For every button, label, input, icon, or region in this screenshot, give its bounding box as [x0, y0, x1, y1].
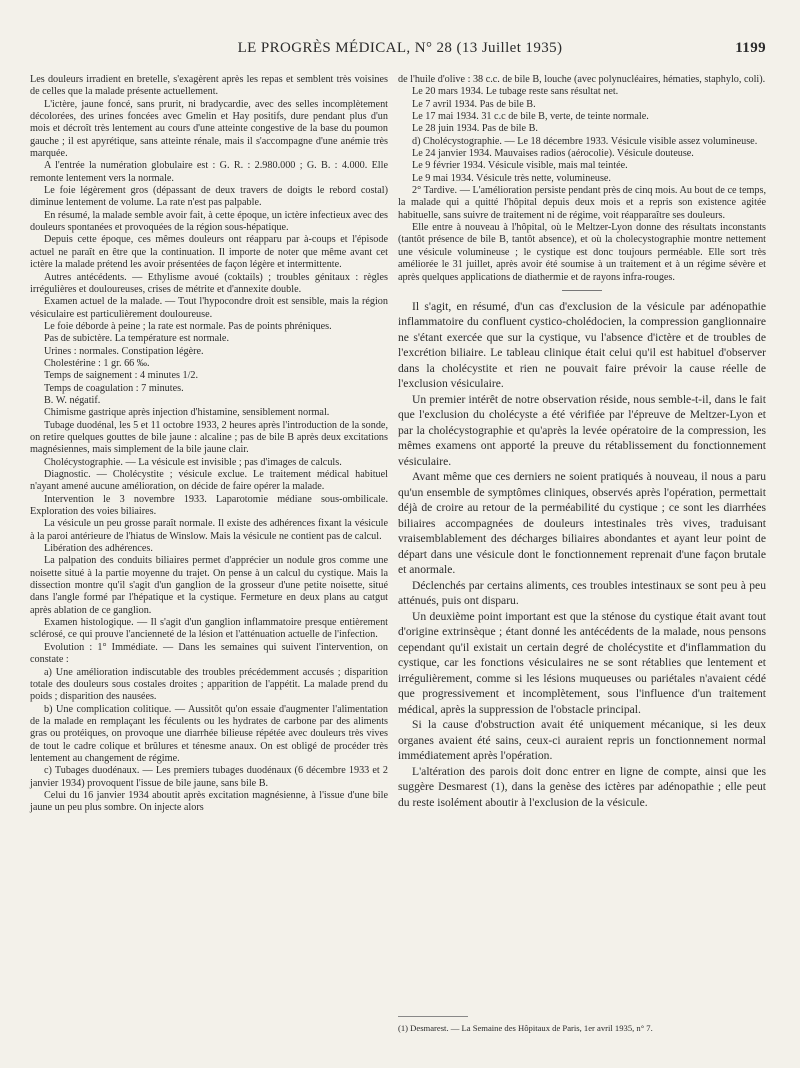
paragraph: de l'huile d'olive : 38 c.c. de bile B, louche (avec polynucléaires, hématies, staphylo, coli). — [398, 74, 766, 85]
paragraph: Chimisme gastrique après injection d'histamine, sensiblement normal. — [44, 407, 330, 419]
paragraph: Le 9 février 1934. Vésicule visible, mais mal teintée. — [412, 160, 628, 172]
paragraph: Si la cause d'obstruction avait été uniquement mécanique, si les deux organes avaient été sains, ceux-ci auraient repris un fonctionnement normal immédiatement après l'opération. — [398, 718, 766, 763]
paragraph: B. W. négatif. — [44, 394, 101, 406]
page-header — [34, 40, 766, 62]
paragraph: L'ictère, jaune foncé, sans prurit, ni bradycardie, avec des selles incomplètement décolorées, des urines foncées avec Gmelin et Hay positifs, dure pendant plus d'un mois et décroît très lentement au cours d'une atteinte congestive de la base du poumon gauche ; il est apyrétique, sans atteinte rénale, mais il s'accompagne d'une anémie très marquée. — [30, 98, 388, 160]
paragraph: Le 28 juin 1934. Pas de bile B. — [412, 123, 538, 135]
paragraph: d) Cholécystographie. — Le 18 décembre 1933. Vésicule visible assez volumineuse. — [412, 135, 758, 147]
footnote: (1) Desmarest. — La Semaine des Hôpitaux de Paris, 1er avril 1935, n° 7. — [398, 1023, 653, 1033]
paragraph: Le 17 mai 1934. 31 c.c de bile B, verte, de teinte normale. — [412, 111, 649, 123]
paragraph: Cholestérine : 1 gr. 66 ‰. — [44, 357, 150, 369]
paragraph: Pas de subictère. La température est normale. — [44, 333, 229, 345]
paragraph: Les douleurs irradient en bretelle, s'exagèrent après les repas et semblent très voisines de celles que la malade présente actuellement. — [30, 74, 388, 98]
paragraph: Examen histologique. — Il s'agit d'un ganglion inflammatoire presque entièrement sclérosé, ce qui prouve l'ancienneté de la lésion et l'atténuation actuelle de l'infection. — [30, 617, 388, 641]
paragraph: c) Tubages duodénaux. — Les premiers tubages duodénaux (6 décembre 1933 et 2 janvier 1934) provoquent l'issue de bile jaune, sans bile B. — [30, 765, 388, 789]
paragraph: Elle entre à nouveau à l'hôpital, où le Meltzer-Lyon donne des résultats inconstants (tantôt présence de bile B, tantôt absence), et où la cholecystographie montre nettement une vésicule volumineuse ; le cystique est donc toujours perméable. Elle sort très améliorée le 31 juillet, après avoir été soumise à un traitement et à un régime sévère et après quelques applications de diathermie et de rayons infra-rouges. — [398, 222, 766, 283]
paragraph: Temps de saignement : 4 minutes 1/2. — [44, 370, 199, 382]
footnote-divider — [398, 1016, 468, 1017]
paragraph: Le foie déborde à peine ; la rate est normale. Pas de points phréniques. — [44, 320, 332, 332]
paragraph: Avant même que ces derniers ne soient pratiqués à nouveau, il nous a paru qu'un ensemble de symptômes cliniques, observés après l'opération, permettait déjà de croire au retour de la perméabilité du cystique ; ce sont les diarrhées biliaires accompagnées de douleurs intestinales très vives, traduisant vraisemblablement des décharges biliaires abondantes et ayant leur point de départ dans une vésicule dont le fonctionnement reprenait d'une façon brutale et anormale. — [398, 470, 766, 577]
paragraph: Celui du 16 janvier 1934 aboutit après excitation magnésienne, à l'issue d'une bile jaune un peu plus sombre. On injecte alors — [30, 789, 388, 814]
paragraph: Un deuxième point important est que la sténose du cystique était avant tout d'origine extrinsèque ; étant donné les antécédents de la malade, nous pensons cependant qu'il existait un certain degré de cholécystite et d'inflammation du cystique, car les fonctions vésiculaires ne se sont rétablies que lentement et irrégulièrement, comme si les lésions muqueuses ou pariétales n'avaient cédé que progressivement et incomplètement, sous l'influence d'un traitement médical, après la suppression de l'obstacle principal. — [398, 609, 766, 716]
paragraph: Temps de coagulation : 7 minutes. — [44, 382, 184, 394]
paragraph: En résumé, la malade semble avoir fait, à cette époque, un ictère infectieux avec des douleurs spontanées et provoquées de la région sous-hépatique. — [30, 209, 388, 234]
paragraph: Le 7 avril 1934. Pas de bile B. — [412, 98, 536, 110]
paragraph: Le 24 janvier 1934. Mauvaises radios (aérocolie). Vésicule douteuse. — [412, 148, 694, 160]
section-divider — [562, 290, 602, 291]
running-title: LE PROGRÈS MÉDICAL, N° 28 (13 Juillet 1935) — [237, 40, 563, 56]
paragraph: Libération des adhérences. — [44, 543, 153, 555]
paragraph: L'altération des parois doit donc entrer en ligne de compte, ainsi que les suggère Desmarest (1), dans la genèse des ictères par adénopathie ; elle peut du reste isolément aboutir à l'exclusion de la vésicule. — [398, 764, 766, 809]
paragraph: Intervention le 3 novembre 1933. Laparotomie médiane sous-ombilicale. Exploration des voies biliaires. — [30, 493, 388, 518]
paragraph: Depuis cette époque, ces mêmes douleurs ont réapparu par à-coups et l'épisode actuel ne paraît en être que la continuation. Il importe de noter que même avant cet ictère la malade prétend les avoir présentées de façon légère et intermittente. — [30, 234, 388, 271]
paragraph: Diagnostic. — Cholécystite ; vésicule exclue. Le traitement médical habituel n'ayant amené aucune amélioration, on décide de faire opérer la malade. — [30, 469, 388, 493]
paragraph: La palpation des conduits biliaires permet d'apprécier un nodule gros comme une noisette situé à la partie moyenne du trajet. On pense à un calcul du cystique. Mais la dissection montre qu'il s'agit d'un ganglion de la grosseur d'une petite noisette, situé dans l'angle formé par l'hépatique et la cystique. Fermeture en deux plans au catgut après ablation de ce ganglion. — [30, 555, 388, 616]
paragraph: Urines : normales. Constipation légère. — [44, 345, 204, 357]
paragraph: Le foie légèrement gros (dépassant de deux travers de doigts le rebord costal) diminue lentement de volume. La rate n'est pas palpable. — [30, 185, 388, 209]
paragraph: Un premier intérêt de notre observation réside, nous semble-t-il, dans le fait que l'exclusion du cholécyste a été vérifiée par l'épreuve de Meltzer-Lyon et par la cholécystographie et qu'après la levée opératoire de la compression, les mêmes examens ont apporté la preuve du rétablissement du fonctionnement vésiculaire. — [398, 392, 766, 468]
paragraph: a) Une amélioration indiscutable des troubles précédemment accusés ; disparition totale des douleurs sous costales droites ; apparition de l'appétit. La malade prend du poids ; disparition des nausées. — [30, 666, 388, 703]
paragraph: Tubage duodénal, les 5 et 11 octobre 1933, 2 heures après l'introduction de la sonde, on retire quelques gouttes de bile jaune : alcaline ; pas de bile B après deux excitations magnésiennes, mais simplement de la bile jaune clair. — [30, 419, 388, 456]
paragraph: b) Une complication colitique. — Aussitôt qu'on essaie d'augmenter l'alimentation de la malade en remplaçant les féculents ou les hydrates de carbone par des aliments gras ou protéiques, on provoque une diarrhée bilieuse répétée avec douleurs très vives de tout le cadre colique et brûlures et ténesme anaux. On est obligé de procéder très lentement au changement de régime. — [30, 703, 388, 764]
page-number: 1199 — [735, 40, 766, 56]
paragraph: Examen actuel de la malade. — Tout l'hypocondre droit est sensible, mais la région vésiculaire est particulièrement douloureuse. — [30, 296, 388, 320]
paragraph: Le 9 mai 1934. Vésicule très nette, volumineuse. — [412, 172, 611, 184]
paragraph: La vésicule un peu grosse paraît normale. Il existe des adhérences fixant la vésicule à la paroi antérieure de l'hiatus de Winslow. Mais la vésicule ne contient pas de calcul. — [30, 518, 388, 542]
paragraph: Il s'agit, en résumé, d'un cas d'exclusion de la vésicule par adénopathie inflammatoire du confluent cystico-cholédocien, la compression ganglionnaire ne s'étant exercée que sur la cystique, vu l'absence d'ictère et de troubles de l'excrétion biliaire. Le tableau clinique était celui qu'il est habituel d'observer dans la cholécystite et rien ne pouvait faire prévoir la cause réelle de l'exclusion vésiculaire. — [398, 299, 766, 391]
paragraph: 2° Tardive. — L'amélioration persiste pendant près de cinq mois. Au bout de ce temps, la malade qui a quitté l'hôpital depuis deux mois et a repris son existence agitée habituelle, sans suivre de traitement ni de régime, voit réapparaître ses douleurs. — [398, 185, 766, 221]
paragraph: A l'entrée la numération globulaire est : G. R. : 2.980.000 ; G. B. : 4.000. Elle remonte lentement vers la normale. — [30, 160, 388, 184]
right-column — [398, 74, 766, 810]
paragraph: Autres antécédents. — Ethylisme avoué (coktails) ; troubles génitaux : règles irrégulières et douloureuses, crises de métrite et d'annexite double. — [30, 271, 388, 295]
paragraph: Le 20 mars 1934. Le tubage reste sans résultat net. — [412, 86, 619, 98]
left-column — [30, 74, 388, 815]
paragraph: Déclenchés par certains aliments, ces troubles intestinaux se sont peu à peu atténués, puis ont disparu. — [398, 578, 766, 608]
paragraph: Cholécystographie. — La vésicule est invisible ; pas d'images de calculs. — [44, 456, 342, 468]
paragraph: Evolution : 1° Immédiate. — Dans les semaines qui suivent l'intervention, on constate : — [30, 641, 388, 666]
